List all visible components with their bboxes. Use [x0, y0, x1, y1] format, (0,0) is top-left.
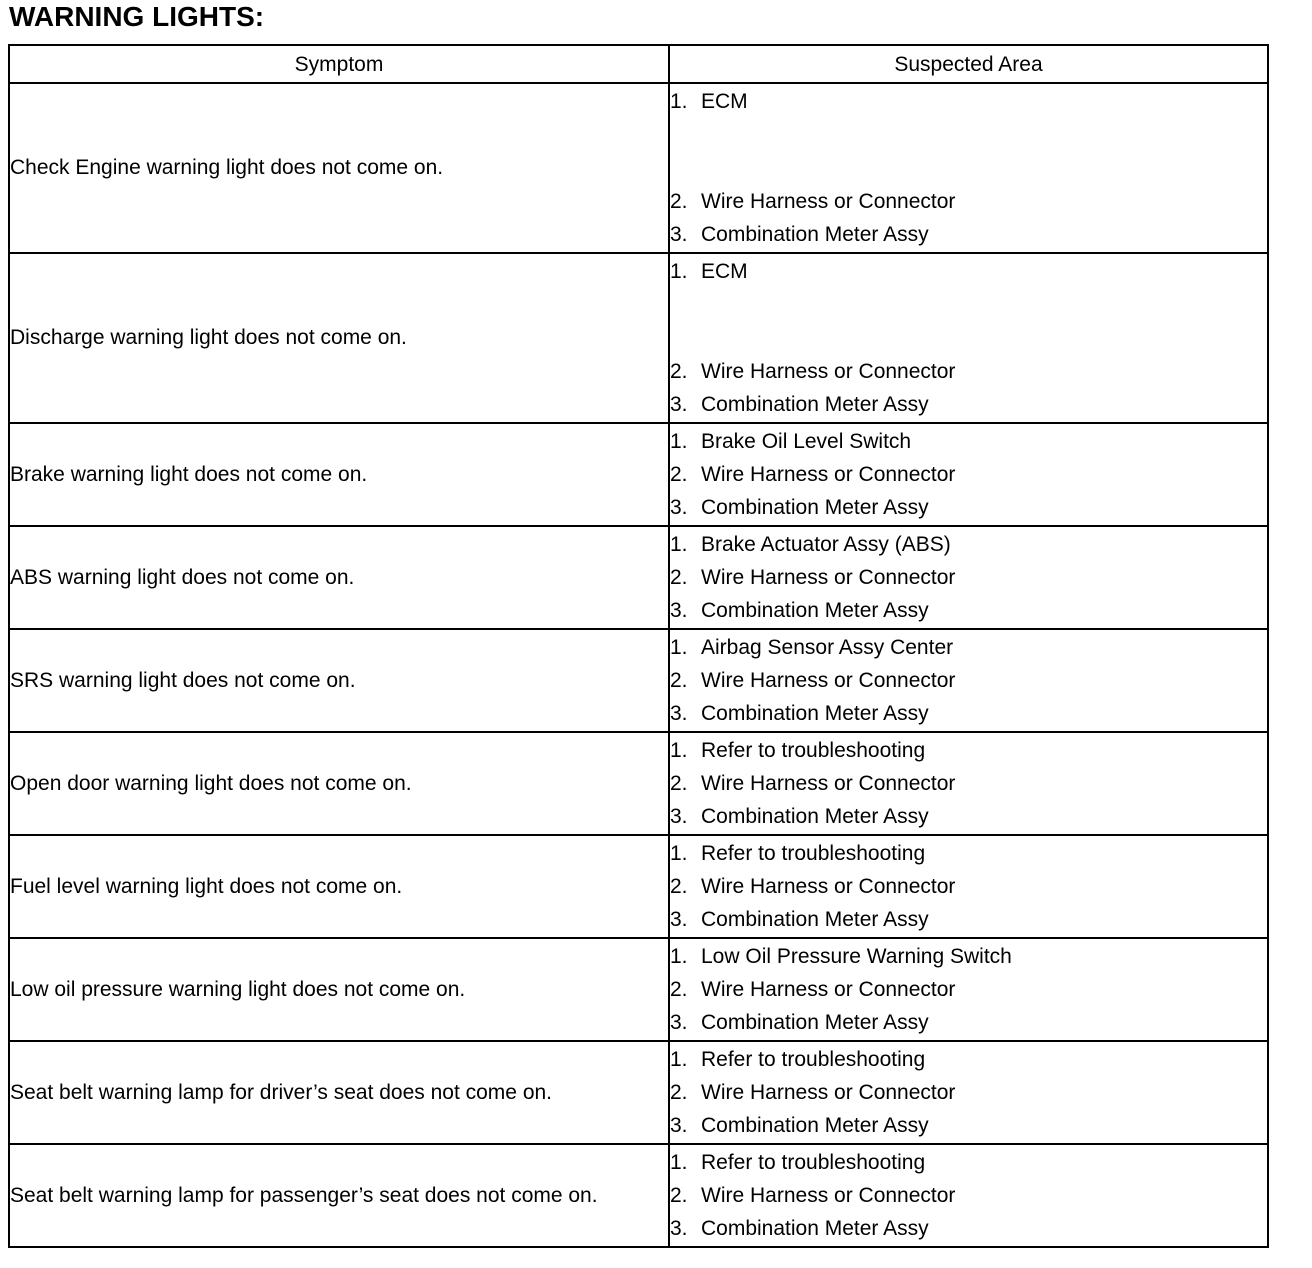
item-number: 1. [670, 260, 688, 283]
item-text: Combination Meter Assy [701, 393, 929, 416]
item-text: Wire Harness or Connector [701, 1184, 956, 1207]
list-item [670, 425, 1267, 458]
suspected-area-list [670, 424, 1267, 525]
item-text: Combination Meter Assy [701, 908, 929, 931]
suspected-area-list [670, 1042, 1267, 1143]
list-item [670, 1146, 1267, 1179]
item-number: 1. [670, 842, 688, 865]
item-text: Brake Oil Level Switch [701, 430, 912, 453]
list-item [670, 734, 1267, 767]
item-text: Refer to troubleshooting [701, 842, 926, 865]
item-text: Refer to troubleshooting [701, 1048, 926, 1071]
list-item [670, 1006, 1267, 1039]
list-item [670, 697, 1267, 730]
item-text: Combination Meter Assy [701, 1114, 929, 1137]
list-item [670, 185, 1267, 218]
list-item [670, 255, 1267, 288]
list-item [670, 1179, 1267, 1212]
item-number: 1. [670, 1048, 688, 1071]
item-text: Wire Harness or Connector [701, 360, 956, 383]
item-text: Low Oil Pressure Warning Switch [701, 945, 1012, 968]
item-text: Combination Meter Assy [701, 1217, 929, 1240]
suspected-area-cell [669, 83, 1268, 253]
table-header-row [9, 45, 1268, 83]
list-item [670, 837, 1267, 870]
item-text: ECM [701, 90, 748, 113]
item-number: 2. [670, 360, 688, 383]
item-text: Refer to troubleshooting [701, 1151, 926, 1174]
list-item [670, 561, 1267, 594]
table-row [9, 835, 1268, 938]
symptom-cell: Seat belt warning lamp for driver’s seat does not come on. [9, 1041, 669, 1144]
suspected-area-cell [669, 423, 1268, 526]
table-row [9, 526, 1268, 629]
table-row [9, 1144, 1268, 1247]
suspected-area-list [670, 733, 1267, 834]
symptom-cell: Fuel level warning light does not come on. [9, 835, 669, 938]
symptom-cell: Discharge warning light does not come on. [9, 253, 669, 423]
item-text: Wire Harness or Connector [701, 875, 956, 898]
symptom-cell: Low oil pressure warning light does not come on. [9, 938, 669, 1041]
item-number: 2. [670, 1184, 688, 1207]
suspected-area-cell [669, 732, 1268, 835]
item-number: 1. [670, 1151, 688, 1174]
item-number: 1. [670, 533, 688, 556]
item-number: 2. [670, 669, 688, 692]
page-title: WARNING LIGHTS: [9, 1, 265, 32]
suspected-area-cell [669, 835, 1268, 938]
item-text: Brake Actuator Assy (ABS) [701, 533, 951, 556]
warning-lights-table [8, 44, 1269, 1248]
item-number: 3. [670, 702, 688, 725]
item-text: Wire Harness or Connector [701, 463, 956, 486]
item-number: 2. [670, 1081, 688, 1104]
list-item [670, 218, 1267, 251]
list-item [670, 631, 1267, 664]
symptom-cell: Brake warning light does not come on. [9, 423, 669, 526]
item-number: 3. [670, 1011, 688, 1034]
suspected-area-list [670, 254, 1267, 422]
item-text: Wire Harness or Connector [701, 669, 956, 692]
list-item [670, 973, 1267, 1006]
list-item [670, 1109, 1267, 1142]
item-number: 2. [670, 875, 688, 898]
table-row [9, 629, 1268, 732]
item-number: 1. [670, 739, 688, 762]
item-text: Refer to troubleshooting [701, 739, 926, 762]
item-text: ECM [701, 260, 748, 283]
list-item [670, 491, 1267, 524]
item-number: 3. [670, 1217, 688, 1240]
item-number: 3. [670, 805, 688, 828]
item-number: 1. [670, 90, 688, 113]
suspected-area-cell [669, 938, 1268, 1041]
list-item [670, 1212, 1267, 1245]
item-number: 3. [670, 1114, 688, 1137]
table-row [9, 83, 1268, 253]
item-number: 2. [670, 978, 688, 1001]
list-item [670, 870, 1267, 903]
symptom-cell: Check Engine warning light does not come on. [9, 83, 669, 253]
list-item [670, 355, 1267, 388]
symptom-cell: Open door warning light does not come on. [9, 732, 669, 835]
table-row [9, 423, 1268, 526]
item-number: 2. [670, 772, 688, 795]
item-number: 3. [670, 393, 688, 416]
suspected-area-cell [669, 253, 1268, 423]
list-item [670, 767, 1267, 800]
item-number: 1. [670, 430, 688, 453]
item-number: 2. [670, 463, 688, 486]
table-row [9, 1041, 1268, 1144]
suspected-area-list [670, 836, 1267, 937]
list-item [670, 1043, 1267, 1076]
item-number: 2. [670, 566, 688, 589]
table-row [9, 732, 1268, 835]
suspected-area-list [670, 84, 1267, 252]
item-number: 3. [670, 599, 688, 622]
list-item [670, 664, 1267, 697]
suspected-area-list [670, 1145, 1267, 1246]
symptom-cell: Seat belt warning lamp for passenger’s seat does not come on. [9, 1144, 669, 1247]
item-number: 3. [670, 496, 688, 519]
item-text: Wire Harness or Connector [701, 1081, 956, 1104]
list-item [670, 458, 1267, 491]
item-text: Wire Harness or Connector [701, 190, 956, 213]
suspected-area-cell [669, 1144, 1268, 1247]
item-number: 1. [670, 945, 688, 968]
header-suspected-area: Suspected Area [669, 45, 1268, 83]
table-row [9, 938, 1268, 1041]
item-text: Combination Meter Assy [701, 599, 929, 622]
suspected-area-cell [669, 526, 1268, 629]
item-text: Combination Meter Assy [701, 805, 929, 828]
item-text: Combination Meter Assy [701, 223, 929, 246]
table-row [9, 253, 1268, 423]
symptom-cell: ABS warning light does not come on. [9, 526, 669, 629]
item-number: 3. [670, 223, 688, 246]
item-text: Combination Meter Assy [701, 496, 929, 519]
list-item [670, 594, 1267, 627]
list-item [670, 1076, 1267, 1109]
item-text: Combination Meter Assy [701, 1011, 929, 1034]
item-number: 2. [670, 190, 688, 213]
suspected-area-cell [669, 629, 1268, 732]
list-item [670, 388, 1267, 421]
item-text: Airbag Sensor Assy Center [701, 636, 954, 659]
list-item [670, 85, 1267, 118]
header-symptom: Symptom [9, 45, 669, 83]
list-item [670, 903, 1267, 936]
list-item [670, 528, 1267, 561]
symptom-cell: SRS warning light does not come on. [9, 629, 669, 732]
suspected-area-list [670, 630, 1267, 731]
suspected-area-cell [669, 1041, 1268, 1144]
item-text: Wire Harness or Connector [701, 978, 956, 1001]
list-item [670, 800, 1267, 833]
item-number: 1. [670, 636, 688, 659]
suspected-area-list [670, 939, 1267, 1040]
item-text: Combination Meter Assy [701, 702, 929, 725]
item-text: Wire Harness or Connector [701, 566, 956, 589]
item-text: Wire Harness or Connector [701, 772, 956, 795]
list-item [670, 940, 1267, 973]
item-number: 3. [670, 908, 688, 931]
suspected-area-list [670, 527, 1267, 628]
